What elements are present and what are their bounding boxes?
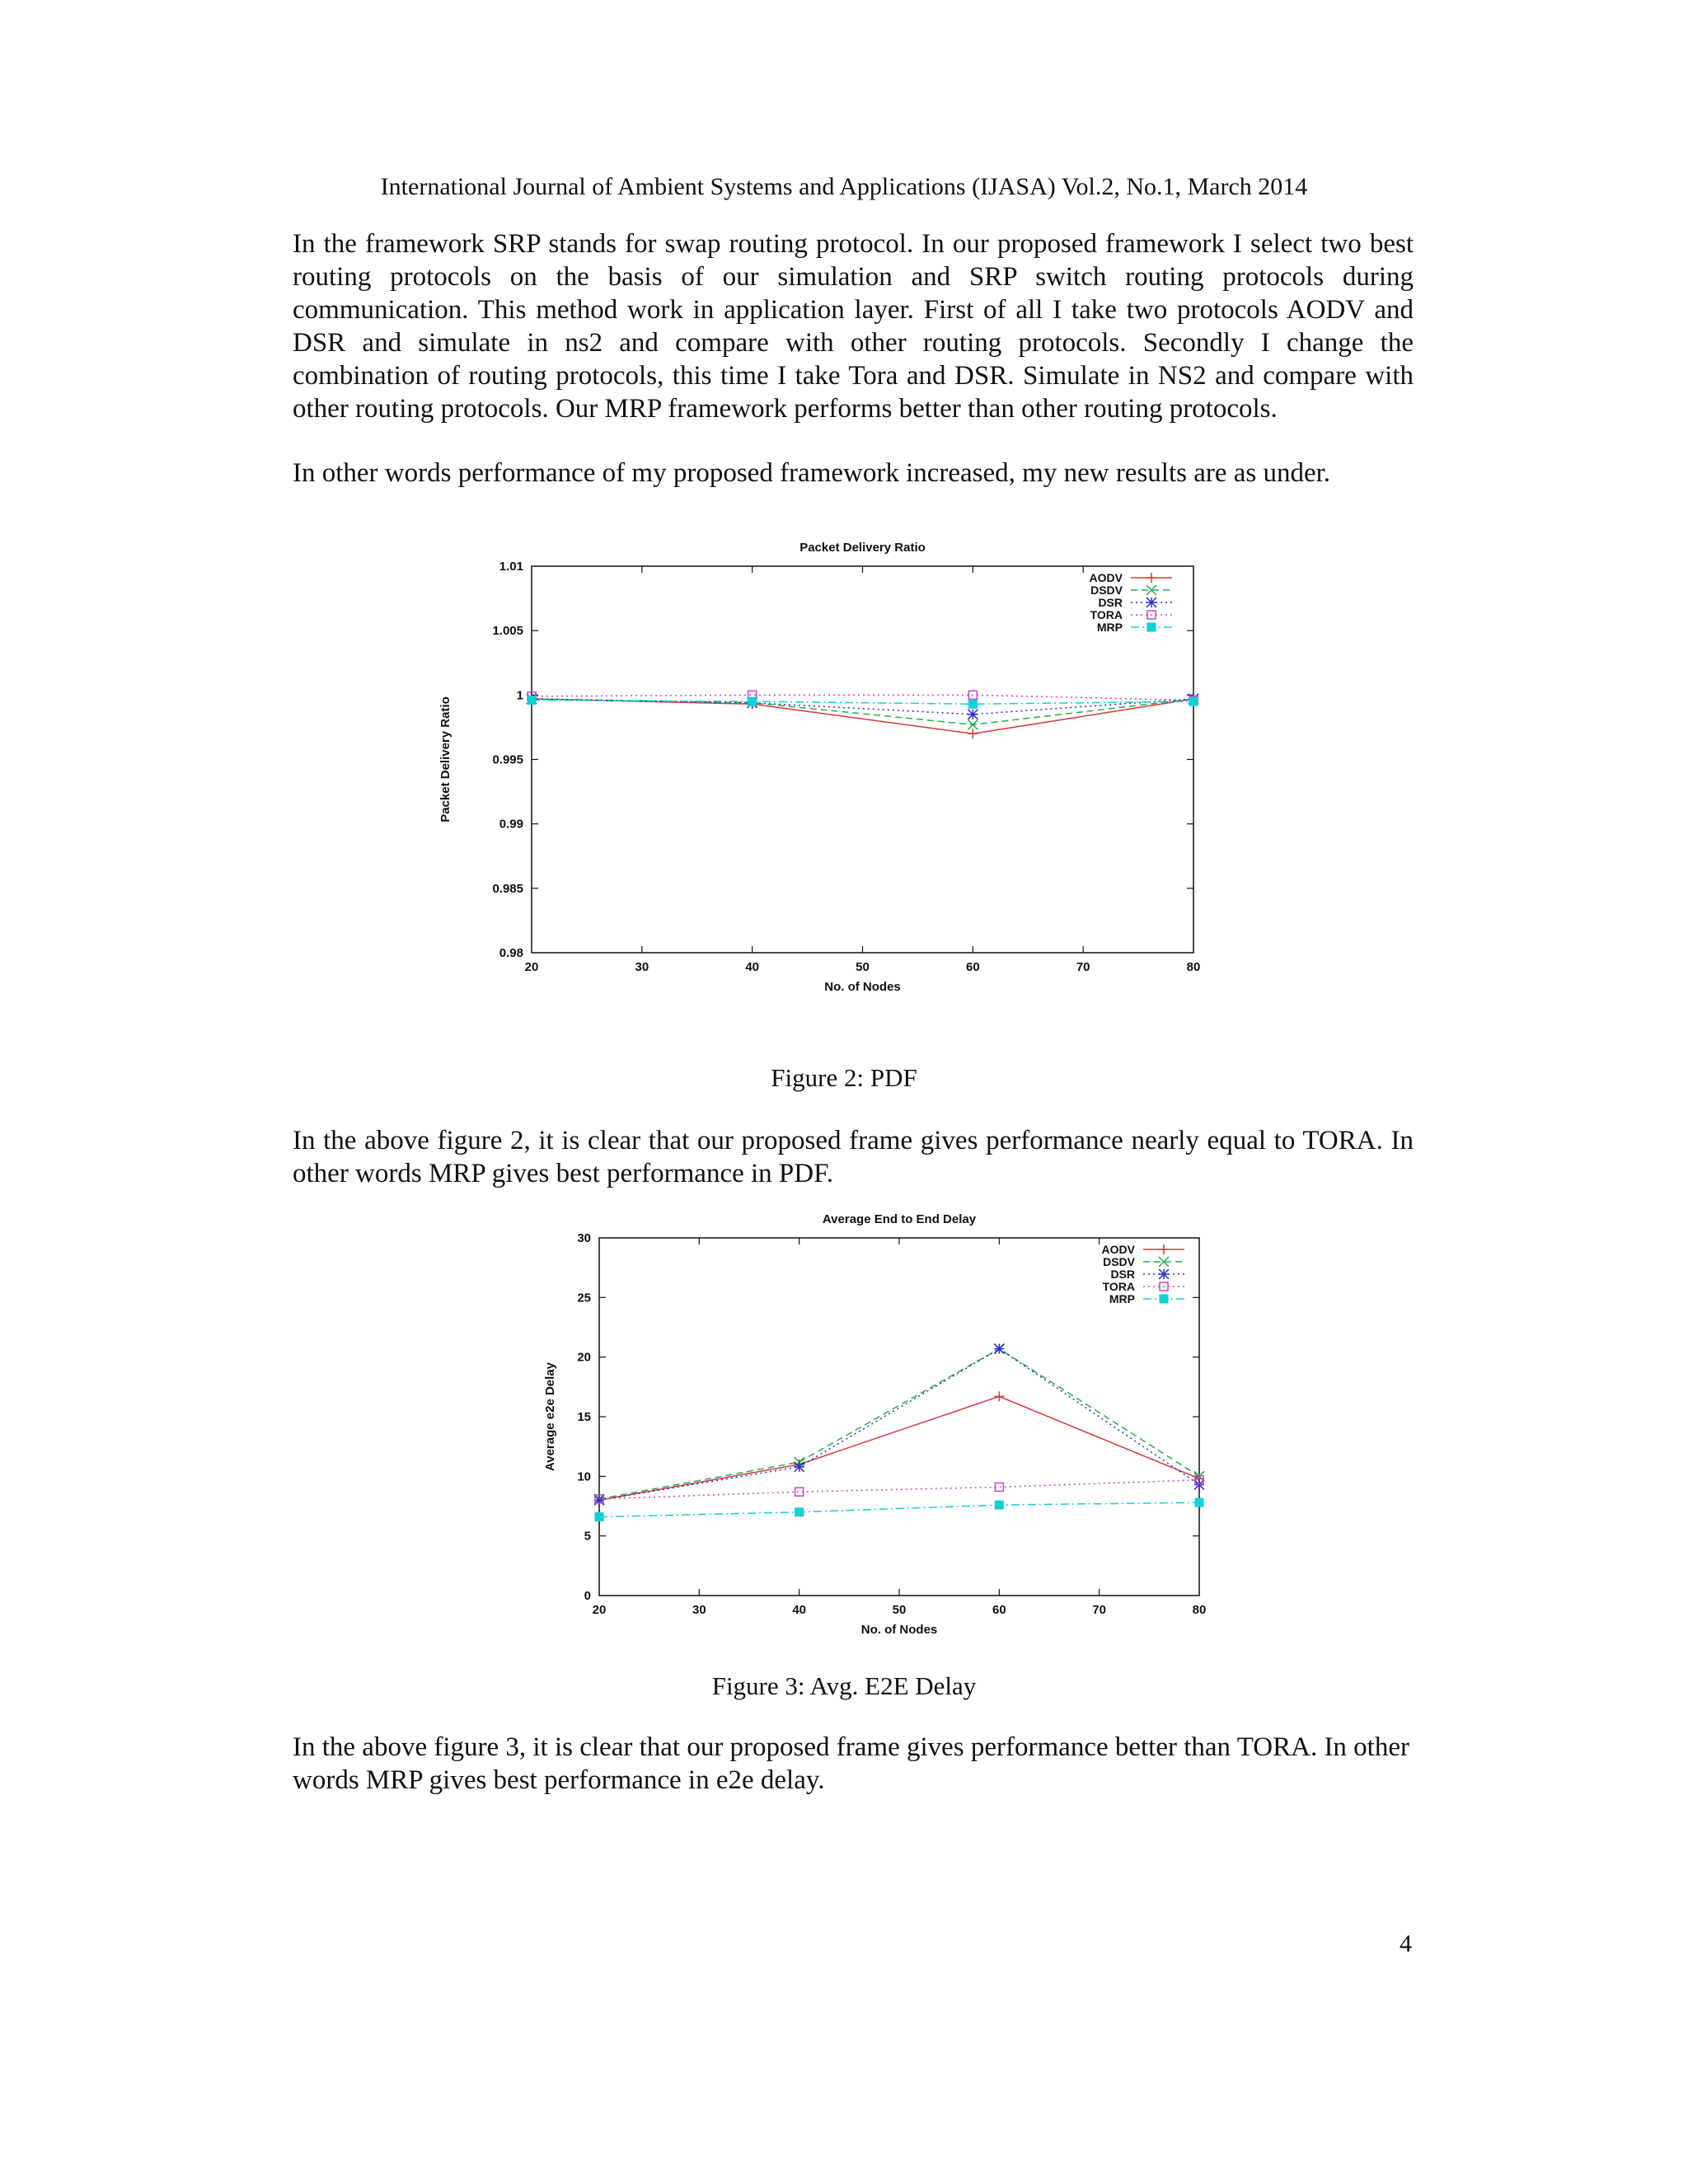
series-dsr <box>527 694 1198 719</box>
data-point <box>1189 697 1198 705</box>
y-tick-label: 1.01 <box>499 560 523 574</box>
y-tick-label: 10 <box>577 1469 591 1484</box>
y-tick-label: 0.995 <box>492 752 523 767</box>
legend-sample <box>1131 623 1172 631</box>
x-tick-label: 40 <box>745 960 760 974</box>
x-tick-label: 20 <box>592 1603 607 1617</box>
x-tick-label: 30 <box>692 1603 706 1617</box>
legend-sample <box>1131 598 1172 607</box>
y-tick-label: 0.99 <box>499 817 523 832</box>
legend-label: AODV <box>1089 571 1123 584</box>
y-tick-label: 1 <box>516 688 523 703</box>
chart-title: Packet Delivery Ratio <box>799 541 926 555</box>
paragraph-intro-results: In other words performance of my proposed framework increased, my new results are as under. <box>293 458 1331 488</box>
data-point <box>795 1508 804 1516</box>
data-point <box>968 700 977 708</box>
series-aodv <box>527 694 1198 738</box>
y-axis-label: Packet Delivery Ratio <box>438 696 452 823</box>
legend-label: TORA <box>1090 608 1123 621</box>
y-tick-label: 15 <box>577 1410 591 1424</box>
legend-label: MRP <box>1096 621 1123 634</box>
figure-3-caption: Figure 3: Avg. E2E Delay <box>711 1671 977 1700</box>
y-tick-label: 5 <box>584 1529 591 1544</box>
legend-label: DSDV <box>1103 1255 1135 1268</box>
data-point <box>968 729 978 738</box>
legend-marker <box>1159 1244 1169 1254</box>
legend-marker <box>1147 623 1156 631</box>
series-dsdv <box>527 694 1198 729</box>
chart-title: Average End to End Delay <box>822 1212 977 1226</box>
series-line <box>532 701 1193 705</box>
x-tick-label: 70 <box>1076 960 1090 974</box>
legend-marker <box>1146 573 1156 583</box>
legend-sample <box>1131 573 1172 583</box>
data-point <box>968 710 978 719</box>
data-point <box>995 1501 1003 1509</box>
legend-sample <box>1143 1257 1184 1267</box>
y-tick-label: 30 <box>577 1231 591 1245</box>
data-point <box>994 1344 1004 1354</box>
x-tick-label: 30 <box>635 960 649 974</box>
y-tick-label: 25 <box>577 1291 591 1305</box>
series-line <box>599 1349 1199 1499</box>
series-line <box>532 699 1193 733</box>
y-axis-label: Average e2e Delay <box>543 1361 557 1472</box>
data-point <box>1194 1479 1204 1489</box>
legend-sample <box>1143 1282 1184 1291</box>
data-point <box>994 1391 1004 1401</box>
series-line <box>599 1349 1199 1501</box>
x-tick-label: 60 <box>965 960 980 974</box>
series-line <box>532 695 1193 700</box>
legend-label: MRP <box>1109 1292 1135 1305</box>
legend-marker <box>1159 1269 1169 1279</box>
legend-label: AODV <box>1101 1243 1135 1256</box>
paragraph-framework: In the framework SRP stands for swap routing protocol. In our proposed framework I select two best routing protocols on the basis of our simulation and SRP switch routing protocols during communication. This method work in application layer. First of all I take two protocols AODV and DSR and simulate in ns2 and compare with other routing protocols. Secondly I change the combination of routing protocols, this time I take Tora and DSR. Simulate in NS2 and compare with other routing protocols. Our MRP framework performs better than other routing protocols. <box>293 229 1414 424</box>
data-point <box>995 1483 1003 1491</box>
x-tick-label: 40 <box>792 1603 807 1617</box>
data-point <box>795 1462 804 1472</box>
x-tick-label: 50 <box>892 1603 907 1617</box>
delay-chart <box>0 1203 1688 1640</box>
series-tora <box>595 1476 1203 1503</box>
data-point <box>528 696 536 705</box>
x-tick-label: 80 <box>1192 1603 1207 1617</box>
x-tick-label: 80 <box>1186 960 1201 974</box>
data-point <box>595 1513 603 1521</box>
series-line <box>599 1396 1199 1500</box>
paragraph-figure-3-discussion: In the above figure 3, it is clear that our proposed frame gives performance better than TORA. In other words MRP gives best performance in e2e delay. <box>293 1732 1409 1795</box>
legend-sample <box>1143 1244 1184 1254</box>
x-axis-label: No. of Nodes <box>824 980 901 994</box>
series-dsdv <box>594 1344 1204 1504</box>
series-mrp <box>528 696 1198 709</box>
series-line <box>599 1502 1199 1516</box>
y-tick-label: 20 <box>577 1350 591 1365</box>
legend-marker <box>1146 598 1156 607</box>
series-mrp <box>595 1498 1203 1521</box>
legend-sample <box>1131 585 1172 595</box>
legend-label: DSDV <box>1090 583 1123 597</box>
data-point <box>1195 1498 1203 1507</box>
legend-label: TORA <box>1102 1280 1135 1293</box>
paragraph-figure-2-discussion: In the above figure 2, it is clear that our proposed frame gives performance nearly equal to TORA. In other words MRP gives best performance in PDF. <box>293 1126 1414 1188</box>
y-tick-label: 1.005 <box>492 624 523 639</box>
series-dsr <box>594 1344 1204 1506</box>
legend-sample <box>1143 1269 1184 1279</box>
x-tick-label: 70 <box>1092 1603 1107 1617</box>
legend-sample <box>1131 611 1172 619</box>
page-number: 4 <box>1400 1930 1412 1957</box>
legend-marker <box>1160 1295 1168 1303</box>
series-aodv <box>594 1391 1204 1505</box>
x-tick-label: 50 <box>856 960 870 974</box>
running-header: International Journal of Ambient Systems and Applications (IJASA) Vol.2, No.1, March 2014 <box>380 173 1308 200</box>
y-tick-label: 0.985 <box>492 881 523 896</box>
y-tick-label: 0 <box>584 1589 591 1603</box>
plot-frame <box>532 566 1193 953</box>
y-tick-label: 0.98 <box>499 946 523 960</box>
x-tick-label: 60 <box>992 1603 1006 1617</box>
figure-2-caption: Figure 2: PDF <box>771 1063 917 1092</box>
legend-label: DSR <box>1098 596 1123 609</box>
x-axis-label: No. of Nodes <box>860 1623 938 1637</box>
legend-label: DSR <box>1110 1268 1135 1281</box>
x-tick-label: 20 <box>524 960 539 974</box>
pdf-chart <box>0 527 1688 1005</box>
legend-sample <box>1143 1295 1184 1303</box>
data-point <box>748 697 757 705</box>
